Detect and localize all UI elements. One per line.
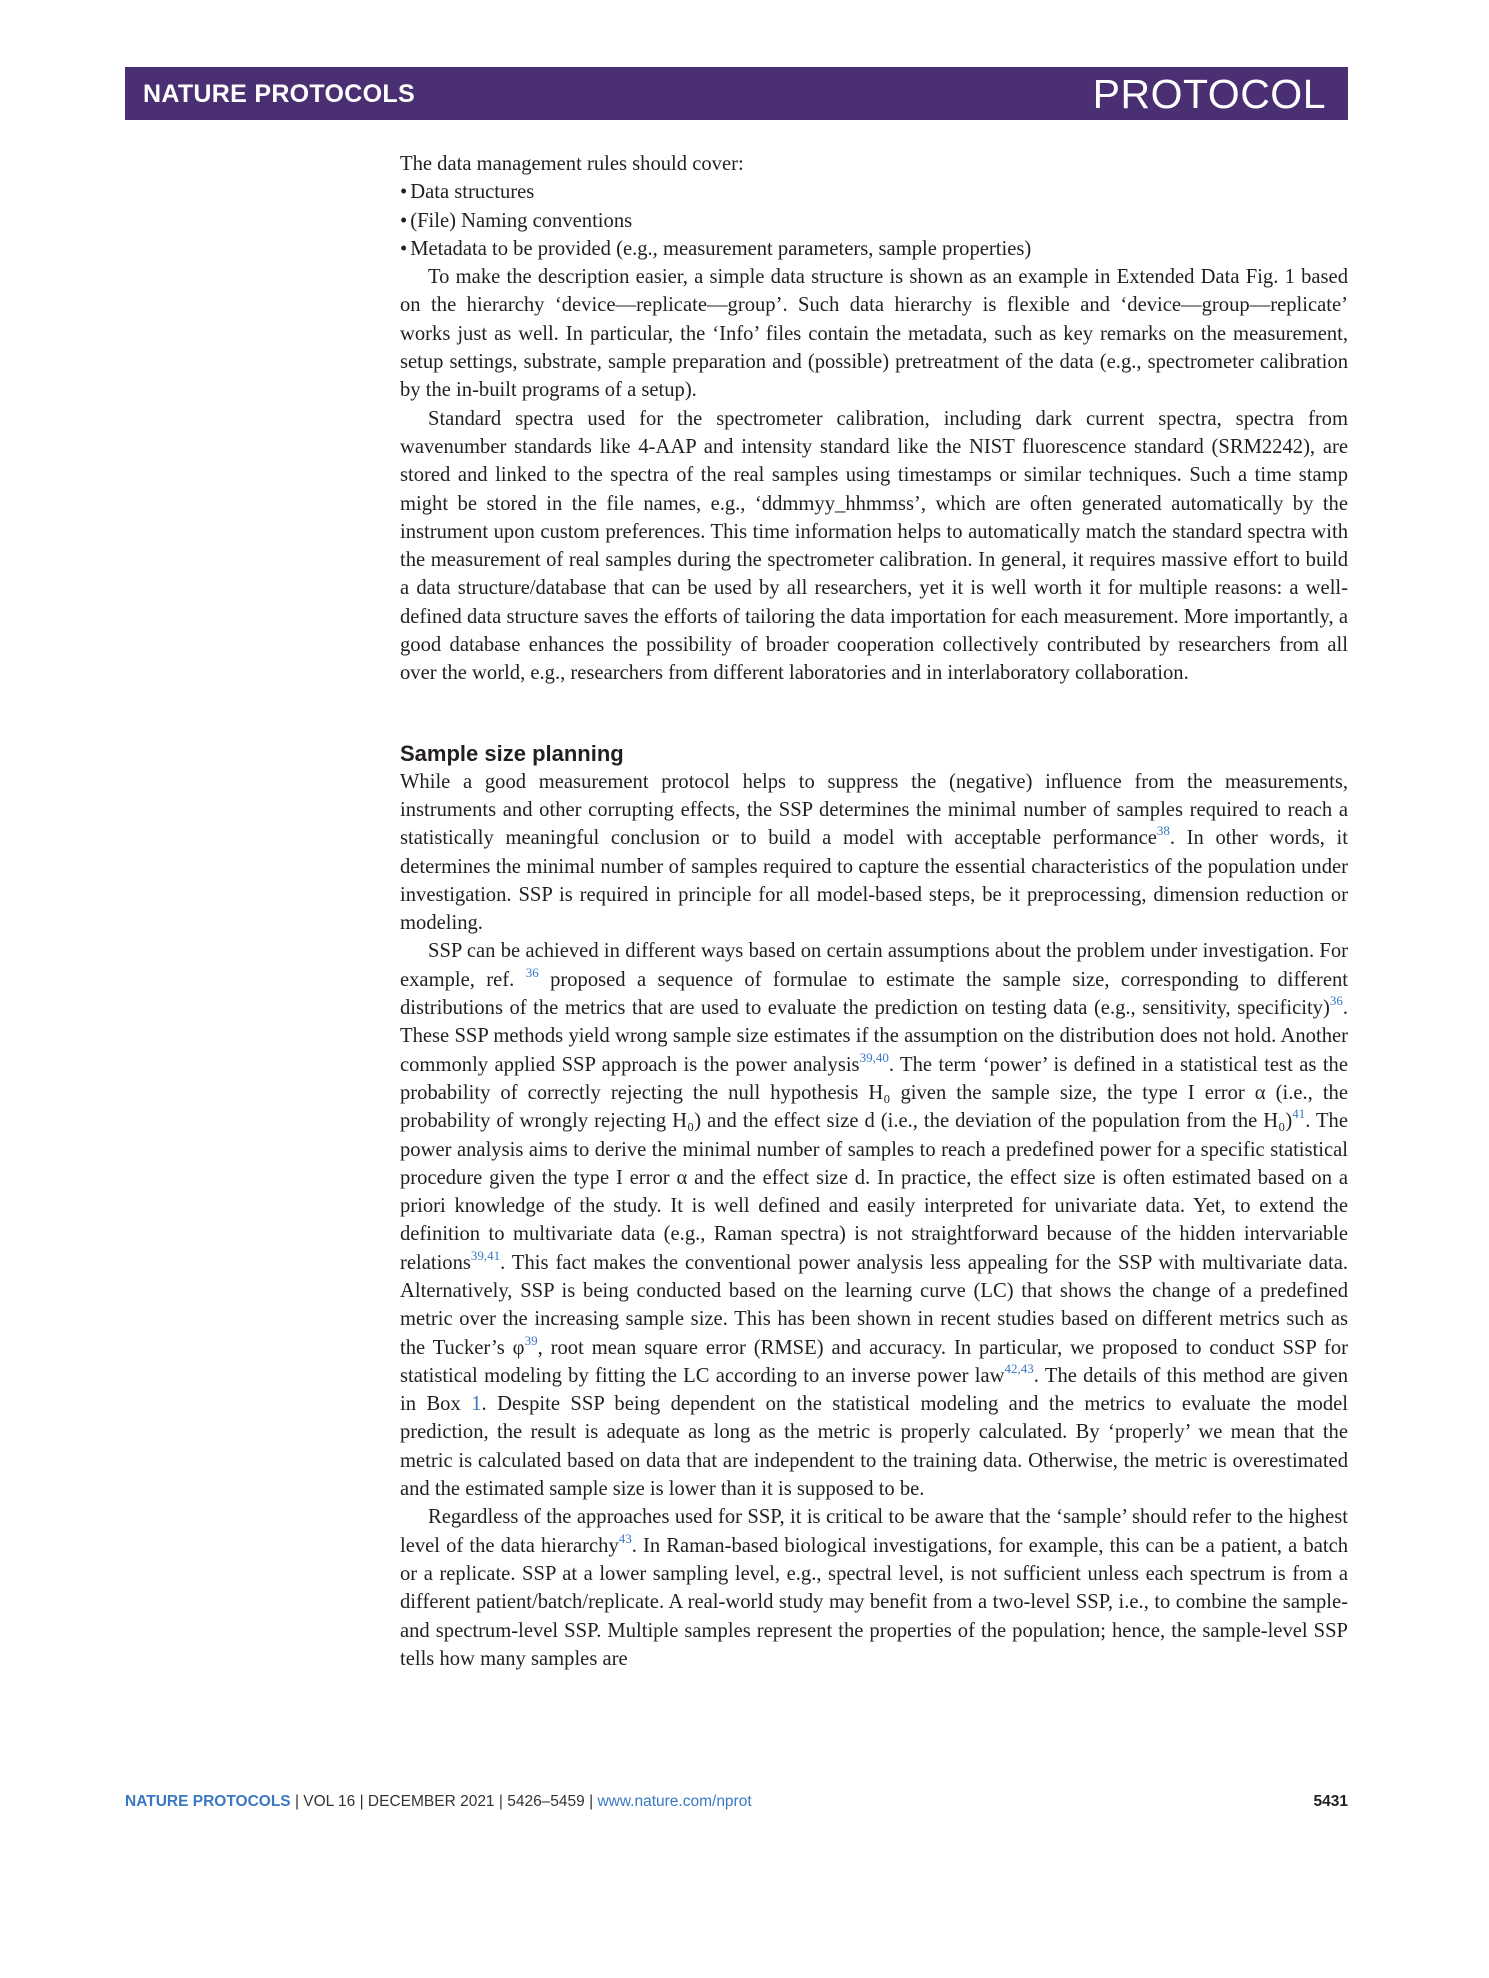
text-run: . Despite SSP being dependent on the statistical modeling and the metrics to evaluate the model prediction, the result is adequate as long as the metric is properly calculated. By ‘properly’ we mean that the metric is calculated based on data that are independent to the training data. Otherwise, the metric is overestimated and the estimated sample size is lower than it is supposed to be. [400,1393,1348,1501]
footer-date: DECEMBER 2021 [367,1793,495,1810]
footer-url-link[interactable]: www.nature.com/nprot [597,1793,752,1810]
citation-link[interactable]: 39 [524,1332,538,1348]
text-run: proposed a sequence of formulae to estimate the sample size, corresponding to different distributions of the metrics that are used to evaluate the prediction on testing data (e.g., sensitivity, specificity) [400,968,1348,1020]
section-heading: Sample size planning [400,740,624,766]
page-number: 5431 [1313,1793,1348,1810]
text-run: . This fact makes the conventional power analysis less appealing for the SSP with multivariate data. Alternatively, SSP is being conducted based on the learning curve (LC) that shows the change of a predefined metric over the increasing sample size. This has been shown in recent studies based on different metrics such as the Tucker’s φ [400,1251,1348,1359]
journal-name: NATURE PROTOCOLS [143,80,415,108]
bullet-item: • (File) Naming conventions [400,207,1348,235]
footer-volume: VOL 16 [303,1793,356,1810]
footer-separator: | [584,1793,598,1810]
paragraph: To make the description easier, a simple data structure is shown as an example in Extended Data Fig. 1 based on the hierarchy ‘device—replicate—group’. Such data hierarchy is flexible and ‘device—group—replicate’ works just as well. In particular, the ‘Info’ files contain the metadata, such as key remarks on the measurement, setup settings, substrate, sample preparation and (possible) pretreatment of the data (e.g., spectrometer calibration by the in-built programs of a setup). [400,266,1348,402]
citation-link[interactable]: 36 [1329,993,1343,1009]
citation-link[interactable]: 43 [618,1530,632,1546]
paragraph: Standard spectra used for the spectrometer calibration, including dark current spectra, spectra from wavenumber standards like 4-AAP and intensity standard like the NIST fluorescence standard (SRM2242), are stored and linked to the spectra of the real samples using timestamps or similar techniques. Such a time stamp might be stored in the file names, e.g., ‘ddmmyy_hhmmss’, which are often generated automatically by the instrument upon custom preferences. This time information helps to automatically match the standard spectra with the measurement of real samples during the spectrometer calibration. In general, it requires massive effort to build a data structure/​database that can be used by all researchers, yet it is well worth it for multiple reasons: a well-defined data structure saves the efforts of tailoring the data importation for each measurement. More importantly, a good database enhances the possibility of broader cooperation collectively contributed by researchers from all over the world, e.g., researchers from different laboratories and in interlaboratory collaboration. [400,407,1348,685]
paragraph [400,1503,1348,1673]
citation-link[interactable]: 36 [525,964,539,980]
citation-link[interactable]: 39,40 [859,1049,889,1065]
footer-separator: | [290,1793,304,1810]
bullet-item: • Data structures [400,178,1348,206]
box-link[interactable]: 1 [471,1393,482,1416]
text-run: While a good measurement protocol helps to suppress the (negative) influence from the measurements, instruments and other corrupting effects, the SSP determines the minimal number of samples required to reach a statistically meaningful conclusion or to build a model with acceptable performance [400,770,1348,850]
text-run: . The power analysis aims to derive the minimal number of samples to reach a predefined power for a specific statistical procedure given the type I error α and the effect size d. In practice, the effect size is often estimated based on a priori knowledge of the study. It is well defined and easily interpreted for univariate data. Yet, to extend the definition to multivariate data (e.g., Raman spectra) is not straightforward because of the hidden intervariable relations [400,1110,1348,1274]
text-run: . In other words, it determines the minimal number of samples required to capture the essential characteristics of the population under investigation. SSP is required in principle for all model-based steps, be it preprocessing, dimension reduction or modeling. [400,827,1349,935]
text-run: . In Raman-based biological investigations, for example, this can be a patient, a batch or a replicate. SSP at a lower sampling level, e.g., spectral level, is not sufficient unless each spectrum is from a different patient/batch/replicate. A real-world study may benefit from a two-level SSP, i.e., to combine the sample- and spectrum-level SSP. Multiple samples represent the properties of the population; hence, the sample-level SSP tells how many samples are [400,1534,1349,1670]
footer-separator: | [494,1793,508,1810]
footer-journal: NATURE PROTOCOLS [125,1793,291,1810]
text-run: Regardless of the approaches used for SSP, it is critical to be aware that the ‘sample’ should refer to the highest level of the data hierarchy [400,1506,1348,1557]
text-run: . These SSP methods yield wrong sample size estimates if the assumption on the distribution does not hold. Another commonly applied SSP approach is the power analysis [400,997,1348,1076]
article-body [400,150,1348,1673]
footer-separator: | [355,1793,368,1810]
paragraph [400,937,1348,1503]
article-type-label: PROTOCOL [1092,71,1326,117]
footer-citation [125,1793,752,1811]
intro-paragraph: The data management rules should cover: [400,153,744,175]
citation-link[interactable]: 41 [1292,1106,1306,1122]
footer-pages: 5426–5459 [507,1793,585,1810]
citation-link[interactable]: 39,41 [470,1247,501,1263]
bullet-list [400,178,1348,263]
text-run: , root mean square error (RMSE) and accuracy. In particular, we proposed to conduct SSP for statistical modeling by fitting the LC according to an inverse power law [400,1336,1348,1387]
text-run: SSP can be achieved in different ways based on certain assumptions about the problem under investigation. For example, ref. [400,940,1348,991]
journal-header-bar [125,67,1348,120]
citation-link[interactable]: 42,43 [1004,1360,1034,1376]
paragraph [400,768,1348,938]
text-run: . The details of this method are given in Box [400,1364,1348,1416]
citation-link[interactable]: 38 [1156,823,1170,839]
bullet-item: • Metadata to be provided (e.g., measurement parameters, sample properties) [400,235,1348,263]
text-run: . The term ‘power’ is defined in a statistical test as the probability of correctly rejecting the null hypothesis H₀ given the sample size, the type I error α (i.e., the probability of wrongly rejecting H₀) and the effect size d (i.e., the deviation of the population from the H₀) [400,1053,1348,1133]
